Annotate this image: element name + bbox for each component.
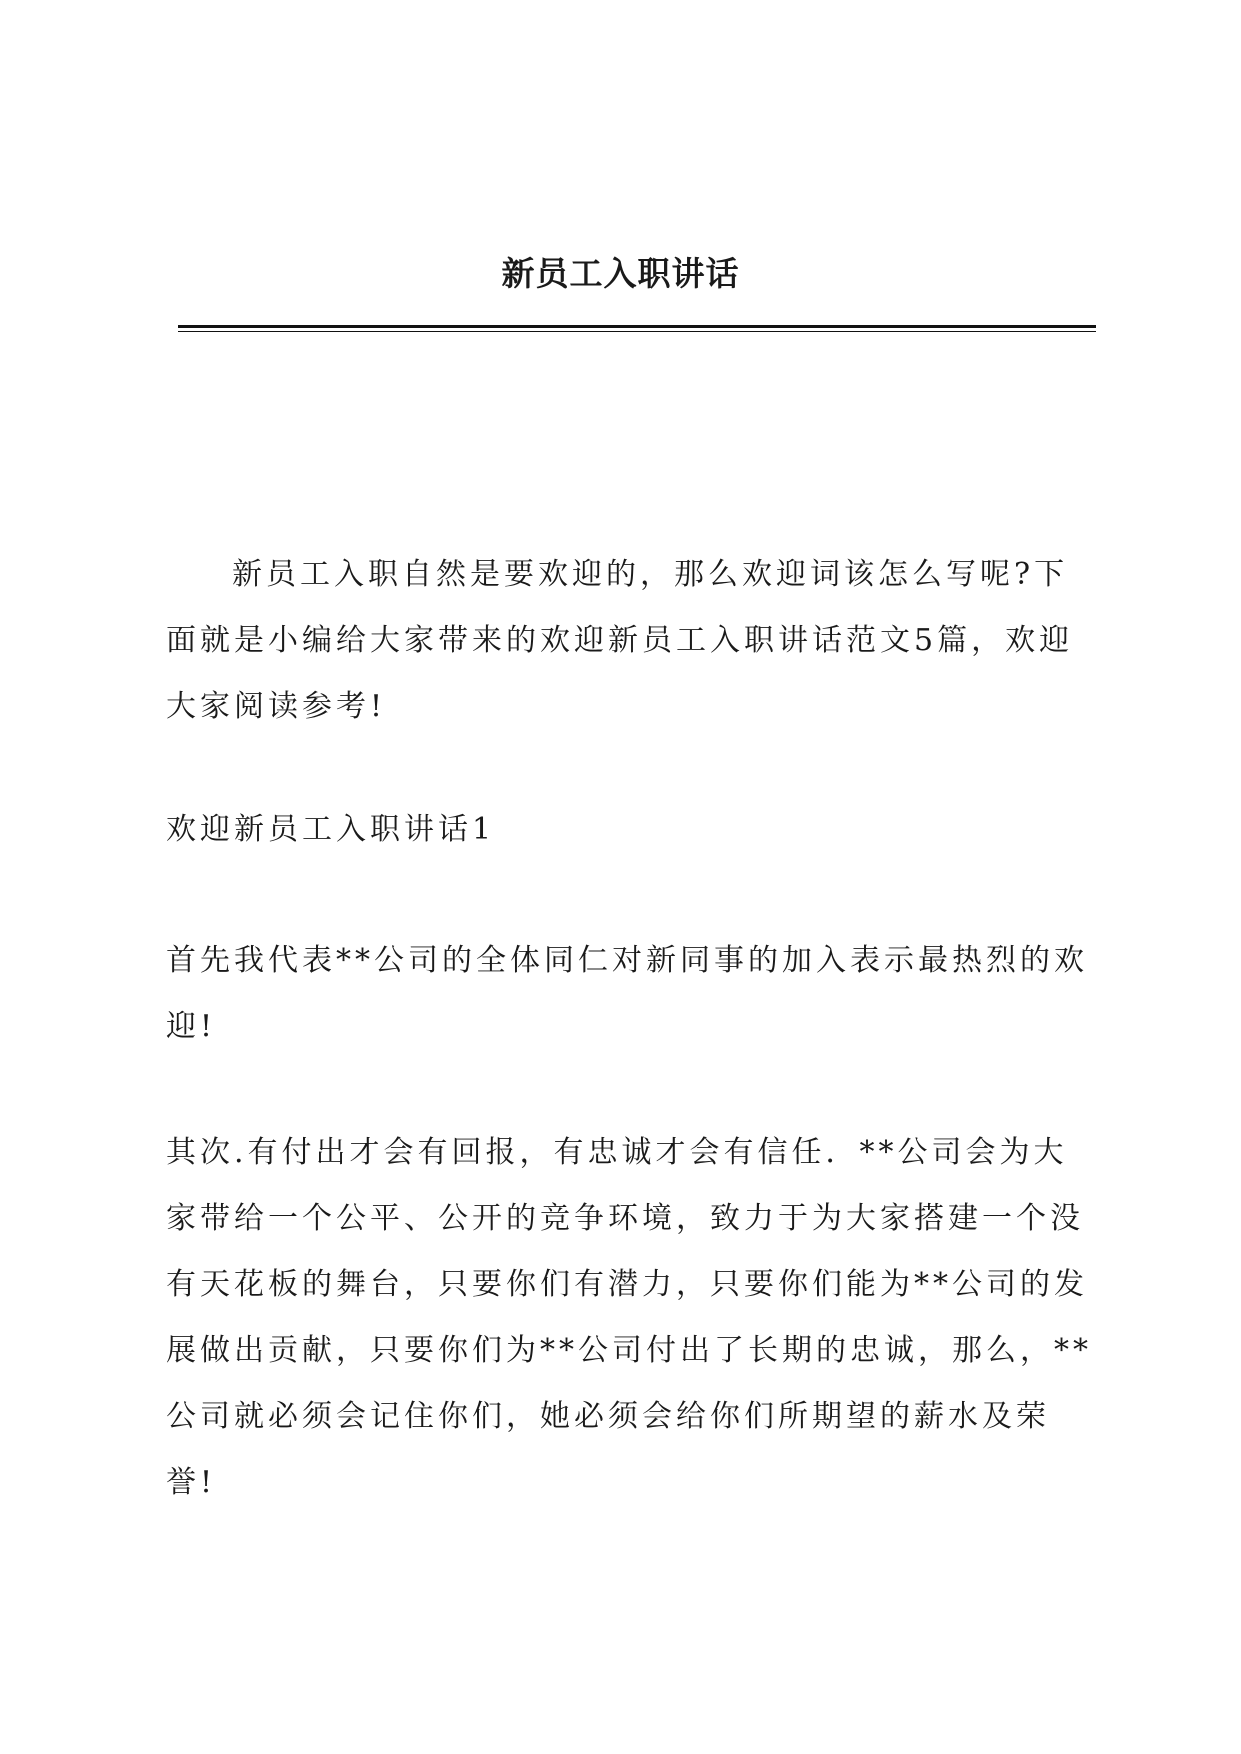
- title-divider: [178, 325, 1096, 328]
- document-title: 新员工入职讲话: [501, 254, 740, 293]
- body-paragraph-second: 其次.有付出才会有回报，有忠诚才会有信任．**公司会为大家带给一个公平、公开的竞争环境，致力于为大家搭建一个没有天花板的舞台，只要你们有潜力，只要你们能为**公司的发展做出贡献，只要你们为**公司付出了长期的忠诚，那么，**公司就必须会记住你们，她必须会给你们所期望的薪水及荣誉!: [166, 1135, 1092, 1500]
- title-divider-thin: [178, 331, 1096, 332]
- intro-paragraph: 新员工入职自然是要欢迎的，那么欢迎词该怎么写呢?下面就是小编给大家带来的欢迎新员工入职讲话范文5篇，欢迎大家阅读参考!: [166, 557, 1074, 724]
- body-paragraph-first: 首先我代表**公司的全体同仁对新同事的加入表示最热烈的欢迎!: [166, 943, 1088, 1044]
- section-heading: 欢迎新员工入职讲话1: [166, 812, 496, 847]
